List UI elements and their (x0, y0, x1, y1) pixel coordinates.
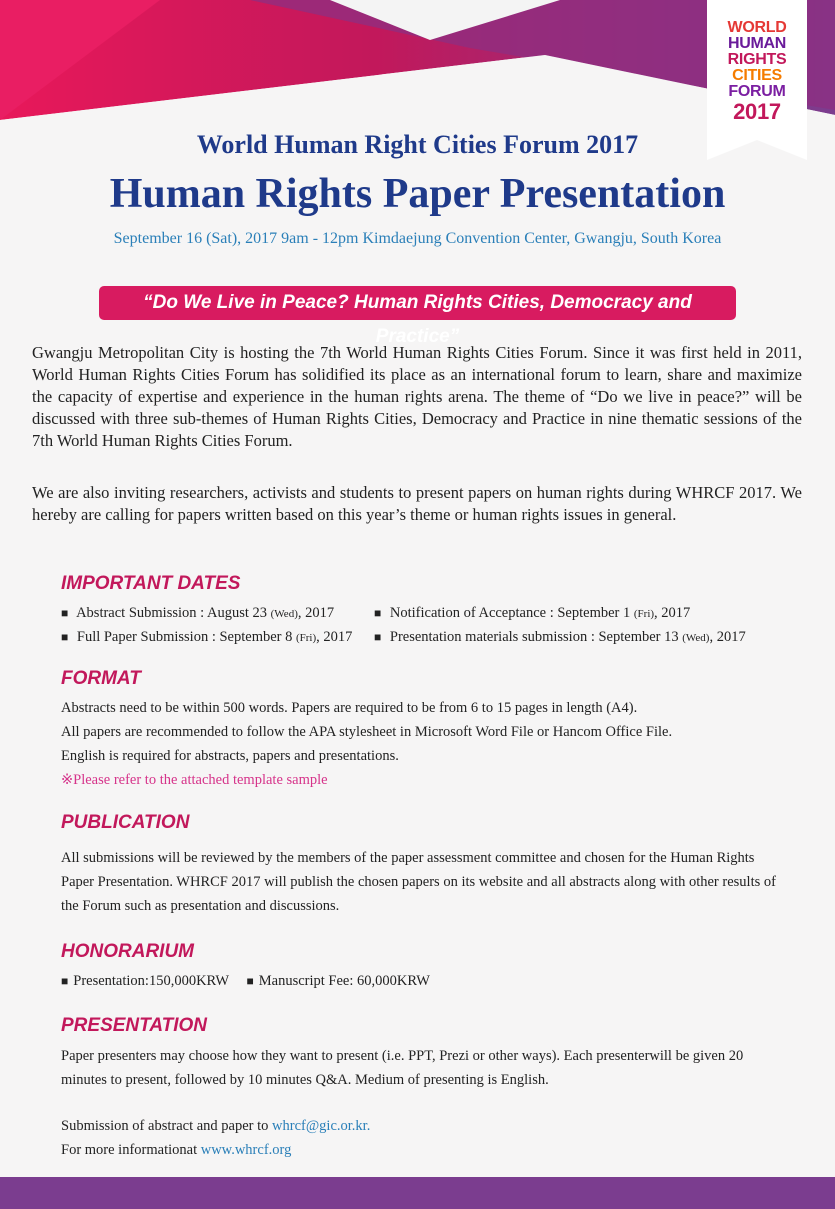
date-item-presentation-materials: ■ Presentation materials submission : September 13 (Wed), 2017 (374, 629, 746, 646)
presentation-text: Paper presenters may choose how they want to present (i.e. PPT, Prezi or other ways). Each presenterwill be given 20 minutes to present, followed by 10 minutes Q&A. Medium of presenting is English. (61, 1048, 744, 1088)
footer-bar (0, 1177, 835, 1209)
logo-year: 2017 (733, 99, 781, 124)
event-date-venue: September 16 (Sat), 2017 9am - 12pm Kimdaejung Convention Center, Gwangju, South Korea (113, 230, 722, 247)
important-dates-heading: IMPORTANT DATES (61, 573, 241, 594)
email-link[interactable]: whrcf@gic.or.kr. (272, 1118, 371, 1134)
logo-line-world: WORLD (727, 19, 787, 36)
presentation-heading: PRESENTATION (61, 1015, 208, 1036)
date-item-abstract: ■ Abstract Submission : August 23 (Wed), 2017 (61, 605, 334, 622)
intro-paragraph-2: We are also inviting researchers, activists and students to present papers on human rights during WHRCF 2017. We hereby are calling for papers written based on this year’s theme or human rights issues in general. (32, 483, 802, 524)
page-subtitle: World Human Right Cities Forum 2017 (196, 130, 639, 159)
format-line: English is required for abstracts, papers and presentations. (61, 748, 399, 764)
honorarium-manuscript: ■ Manuscript Fee: 60,000KRW (246, 973, 429, 989)
format-text (61, 696, 672, 792)
honorarium-heading: HONORARIUM (61, 941, 194, 962)
logo-line-forum: FORUM (728, 83, 786, 100)
format-line: Abstracts need to be within 500 words. Papers are required to be from 6 to 15 pages in length (A4). (61, 700, 638, 716)
logo-line-cities: CITIES (732, 67, 782, 84)
logo-line-rights: RIGHTS (727, 51, 787, 68)
publication-text: All submissions will be reviewed by the members of the paper assessment committee and chosen for the Human Rights Paper Presentation. WHRCF 2017 will publish the chosen papers on its website and all abstracts along with other results of the Forum such as presentation and discussions. (61, 850, 776, 914)
format-heading: FORMAT (61, 668, 141, 689)
publication-heading: PUBLICATION (61, 812, 190, 833)
logo-line-human: HUMAN (727, 35, 787, 52)
contact-info (61, 1114, 370, 1162)
submission-line: Submission of abstract and paper to whrcf@gic.or.kr. (61, 1118, 371, 1134)
info-line: For more informationat www.whrcf.org (61, 1142, 292, 1158)
theme-banner: “Do We Live in Peace? Human Rights Cities, Democracy and Practice” (99, 286, 736, 320)
honorarium-presentation: ■ Presentation:150,000KRW (61, 973, 229, 989)
intro-paragraph-1: Gwangju Metropolitan City is hosting the 7th World Human Rights Cities Forum. Since it was first held in 2011, World Human Rights Cities Forum has solidified its place as an international forum to learn, share and maximize the capacity of expertise and experience in the human rights arena. The theme of “Do we live in peace?” will be discussed with three sub-themes of Human Rights Cities, Democracy and Practice in nine thematic sessions of the 7th World Human Rights Cities Forum. (32, 343, 802, 450)
date-item-notification: ■ Notification of Acceptance : September 1 (Fri), 2017 (374, 605, 690, 622)
website-link[interactable]: www.whrcf.org (200, 1142, 292, 1158)
honorarium-items (61, 973, 430, 990)
date-item-full-paper: ■ Full Paper Submission : September 8 (Fri), 2017 (61, 629, 352, 646)
format-line: All papers are recommended to follow the APA stylesheet in Microsoft Word File or Hancom Office File. (61, 724, 673, 740)
template-note: ※Please refer to the attached template sample (61, 772, 328, 788)
page-title: Human Rights Paper Presentation (109, 171, 726, 217)
